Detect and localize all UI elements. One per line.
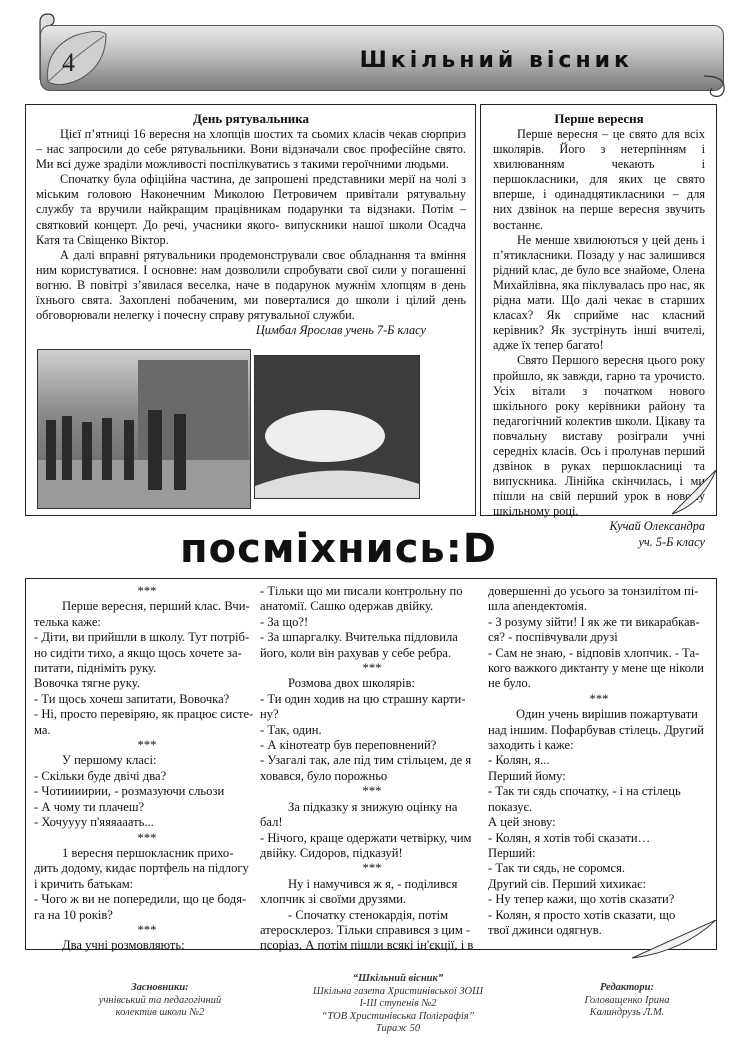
joke-line: Ну і намучився ж я, - поділився (288, 876, 458, 891)
joke-line: - Колян, я... (488, 753, 550, 768)
article-first-september (480, 104, 717, 549)
joke-line: ма. (34, 722, 51, 737)
joke-line: Один учень вирішив пожартувати (516, 707, 698, 722)
footer-founders (70, 982, 250, 1020)
joke-line: Два учні розмовляють: (62, 938, 185, 953)
joke-line: двійку. Сидоров, підказуй! (260, 845, 403, 860)
article-paragraph: Спочатку була офіційна частина, де запрошені представники мерії на чолі з міським головою Наконечним Миколою Петровичем привітали рятувальну службу та вручили найкращим працівникам подарунки та відзнаки. Потім – святковий концерт. До речі, учасники якого- випускники нашої школи Осадча Катя та Свіщенко Віктор. (36, 172, 466, 247)
joke-line: - Колян, я просто хотів сказати, що (488, 907, 676, 922)
joke-line: Перше вересня, перший клас. Вчи- (62, 599, 250, 614)
footer-newspaper-line: Тираж 50 (375, 1023, 421, 1034)
humor-column-2 (260, 584, 484, 954)
joke-line: довершенні до усього за тонзилітом пі- (488, 584, 699, 598)
page-curl-corner (672, 470, 716, 516)
joke-line: його, коли він рахував у себе ребра. (260, 645, 452, 660)
article-paragraph: Свято Першого вересня цього року пройшло, як завжди, гарно та урочисто. Усіх вітали з початком нового шкільного року керівники району та педагогічний колектив школи. Цікаву та повчальну виставу розіграли учні середніх класів. Ось і пролунав перший дзвінок в руках першокласниці та випускника. Лінійка скінчилась, і ми пішли на свій перший урок в новому шкільному році. (493, 353, 705, 519)
separator: *** (589, 691, 609, 706)
joke-line: За підказку я знижую оцінку на (288, 799, 458, 814)
article-paragraph: Не менше хвилюються у цей день і п’ятикласники. Позаду у нас залишився рідний клас, де було все знайоме, Олена Михайлівна, яка піклувалась про нас, як рідна мати. Що далі чекає в старших класах? Як сприйме нас класний керівник? Як зустрінуть інші вчителі, адже їх тепер багато! (493, 232, 705, 353)
joke-line: - Нічого, краще одержати четвірку, чим (260, 830, 472, 845)
joke-line: твої джинси одягнув. (488, 922, 602, 937)
joke-line: У першому класі: (62, 753, 157, 768)
joke-line: 1 вересня першокласник прихо- (62, 845, 234, 860)
page-number: 4 (62, 48, 75, 77)
joke-line: - Чотиииирии, - розмазуючи сльози (34, 784, 225, 799)
joke-line: заходить і каже: (488, 738, 574, 753)
joke-line: ну? (260, 707, 279, 722)
footer-newspaper-info (288, 973, 508, 1036)
joke-line: - А кінотеатр був переповнений? (260, 738, 437, 753)
separator: *** (362, 861, 382, 876)
joke-line: - Скільки буде двічі два? (34, 768, 167, 783)
article-signature-name: Кучай Олександра (609, 519, 705, 534)
joke-line: атеросклероз. Тільки справився з цим - (260, 922, 471, 937)
joke-line: - Так ти сядь, не соромся. (488, 861, 626, 876)
joke-line: но сидіти тихо, а якщо щось хочете за- (34, 645, 242, 660)
joke-line: питати, підніміть руку. (34, 661, 157, 676)
separator: *** (137, 830, 157, 845)
footer-editors (552, 982, 702, 1020)
joke-line: бал! (260, 815, 283, 830)
joke-line: - Ну тепер кажи, що хотів сказати? (488, 892, 675, 907)
footer-founders-line: учнівський та педагогічний (98, 994, 222, 1006)
footer-newspaper-title: “Шкільний вісник” (352, 973, 444, 984)
joke-line: анатомії. Сашко одержав двійку. (260, 599, 434, 614)
joke-line: - Колян, я хотів тобі сказати… (488, 830, 651, 845)
separator: *** (137, 584, 157, 598)
joke-line: - Хочуууу п'яяяааать... (34, 815, 154, 830)
joke-line: псоріаз. А потім пішли всякі ін'єкції, і в (260, 938, 474, 953)
footer-editors-line: Калиндрузь Л.М. (589, 1007, 665, 1018)
joke-line: - Спочатку стенокардія, потім (288, 907, 449, 922)
banner-curl-right (702, 74, 730, 102)
article-paragraph: А далі вправні рятувальники продемонстрували своє обладнання та вміння ним користуватися. І основне: нам дозволили спробувати свої сили у погашенні вогню. В повітрі з’явилася веселка, наче в подарунок мужнім хлопцям в день їхнього свята. Захоплені побаченим, ми поверталися до школи і цілий день обговорювали нелегку і почесну справу рятувальної служби. (36, 247, 466, 323)
newspaper-title: Шкільний вісник (359, 48, 633, 73)
joke-line: ся? - поспівчували друзі (488, 630, 618, 645)
article-signature: Цимбал Ярослав учень 7-Б класу (255, 323, 426, 338)
joke-line: - Діти, ви прийшли в школу. Тут потріб- (34, 630, 250, 645)
footer-editors-title: Редактори: (600, 982, 654, 993)
joke-line: - Ні, просто перевіряю, як працює систе- (34, 707, 254, 722)
joke-line: телька каже: (34, 614, 101, 629)
article-title: День рятувальника (192, 111, 310, 126)
photo-water-spray (254, 355, 420, 499)
joke-line: - За шпаргалку. Вчителька підловила (260, 630, 458, 645)
joke-line: - Ти щось хочеш запитати, Вовочка? (34, 691, 230, 706)
joke-line: - За що?! (260, 614, 309, 629)
joke-line: шла апендектомія. (488, 599, 587, 614)
joke-line: - Узагалі так, але під тим стільцем, де я (260, 753, 472, 768)
footer-newspaper-line: Шкільна газета Христинівської ЗОШ (312, 985, 484, 997)
separator: *** (137, 738, 157, 753)
joke-line: - Чого ж ви не попередили, що це бодя- (34, 892, 247, 907)
joke-line: - З розуму зійти! І як же ти викарабкав- (488, 614, 700, 629)
joke-line: над іншим. Пофарбував стілець. Другий (488, 722, 704, 737)
separator: *** (362, 661, 382, 676)
footer-newspaper-line: “ТОВ Христинівська Поліграфія” (321, 1010, 475, 1022)
joke-line: ховався, було порожньо (260, 768, 388, 783)
footer-founders-title: Засновники: (131, 982, 189, 993)
joke-line: хлопчик зі своїми друзями. (260, 892, 407, 907)
separator: *** (137, 922, 157, 937)
photo-rescuers-group (37, 349, 251, 509)
joke-line: - Так, один. (260, 722, 322, 737)
footer-newspaper-line: І-ІІІ ступенів №2 (359, 998, 437, 1009)
joke-line: не було. (488, 676, 531, 691)
humor-section-title: посміхнись:D (180, 526, 497, 572)
joke-line: дить додому, кидає портфель на підлогу (34, 861, 249, 876)
joke-line: - А чому ти плачеш? (34, 799, 145, 814)
article-paragraph: Цієї п’ятниці 16 вересня на хлопців шостих та сьомих класів чекав сюрприз – нас запросили до себе рятувальники. Вони відзначали своє професійне свято. Ми всі дуже зраділи можливості поспілкуватись з такими героїчними людьми. (36, 127, 466, 172)
joke-line: А цей знову: (488, 815, 556, 830)
joke-line: показує. (488, 799, 533, 814)
joke-line: і кричить батькам: (34, 876, 134, 891)
joke-line: Вовочка тягне руку. (34, 676, 140, 691)
joke-line: га на 10 років? (34, 907, 113, 922)
joke-line: - Сам не знаю, - відповів хлопчик. - Та- (488, 645, 700, 660)
joke-line: - Тільки що ми писали контрольну по (260, 584, 463, 598)
separator: *** (362, 784, 382, 799)
humor-column-3 (488, 584, 710, 938)
joke-line: - Ти один ходив на цю страшну карти- (260, 691, 466, 706)
joke-line: Перший: (488, 845, 536, 860)
humor-column-1 (34, 584, 260, 954)
footer-founders-line: колектив школи №2 (115, 1007, 205, 1018)
article-signature-class: уч. 5-Б класу (638, 534, 705, 549)
joke-line: Перший йому: (488, 768, 566, 783)
joke-line: - Так ти сядь спочатку, - і на стілець (488, 784, 681, 799)
joke-line: кого важкого диктанту у мене ще ніколи (488, 661, 704, 676)
article-title: Перше вересня (554, 111, 644, 126)
leaf-icon (40, 26, 112, 90)
joke-line: Розмова двох школярів: (288, 676, 415, 691)
joke-line: Другий сів. Перший хихикає: (488, 876, 646, 891)
article-paragraph: Перше вересня – це свято для всіх школярів. Його з нетерпінням і хвилюванням чекають і першокласники, для яких це свято вперше, і одинадцятикласники – для них дзвінок на перше вересня звучить востаннє. (493, 127, 705, 232)
footer-editors-line: Головащенко Ірина (584, 994, 670, 1006)
